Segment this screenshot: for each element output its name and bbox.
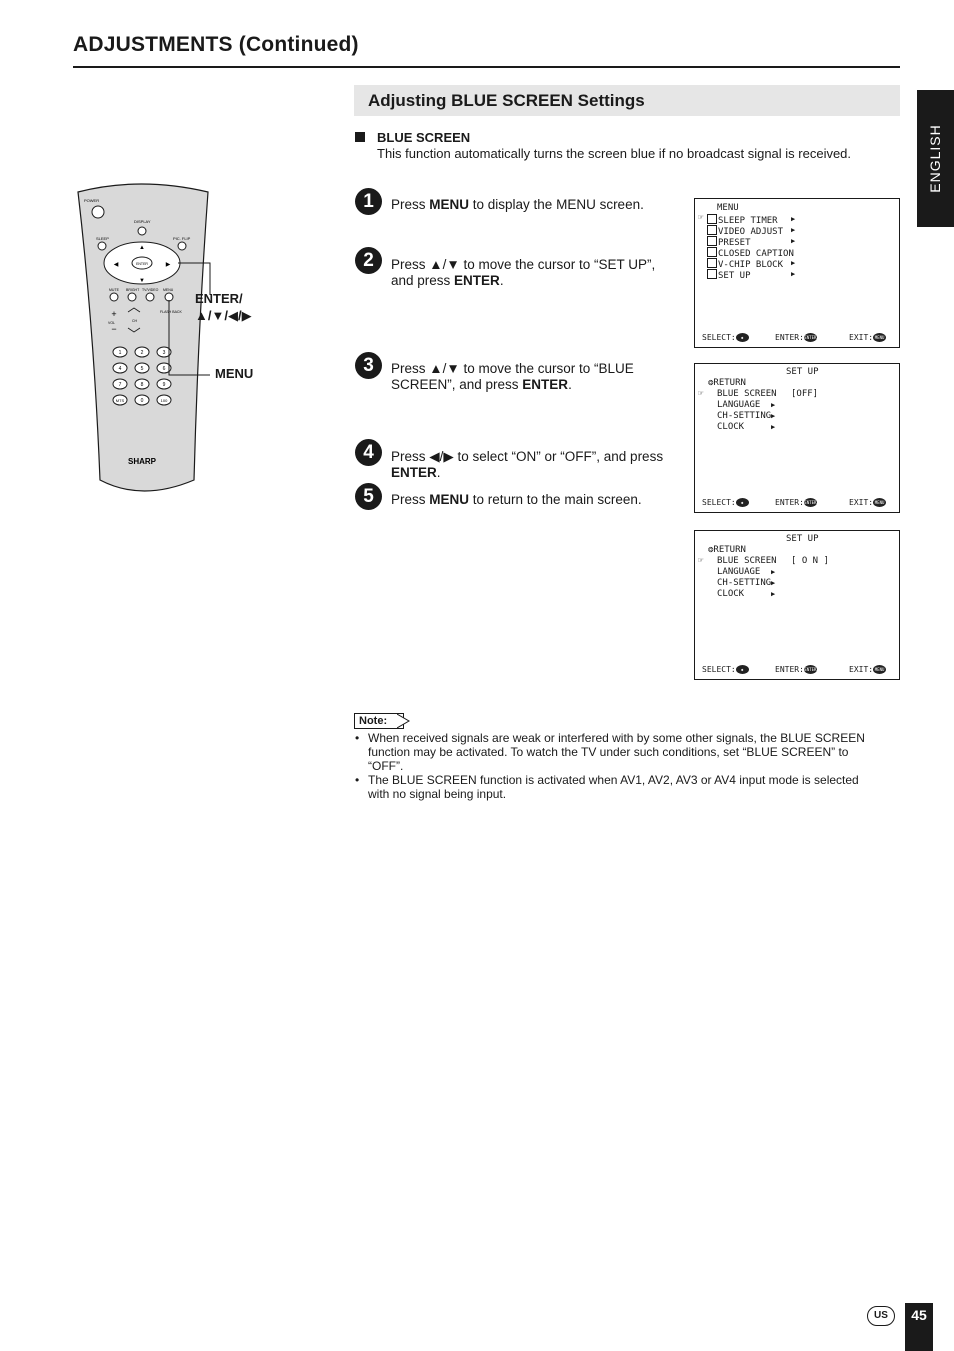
- osd-setup-item: BLUE SCREEN: [717, 389, 777, 399]
- flash-back-label: FLASH BACK: [160, 310, 182, 314]
- osd-setup-item: LANGUAGE: [717, 567, 761, 577]
- vol-label: VOL: [108, 321, 116, 325]
- step-text-2: Press ▲/▼ to move the cursor to “SET UP”, and press ENTER.: [391, 257, 656, 288]
- language-tab: [917, 90, 954, 227]
- osd-return-item: ❂RETURN: [708, 545, 746, 555]
- osd-arrow-icon: ▶: [771, 423, 776, 431]
- page-number: 45: [905, 1303, 933, 1351]
- osd-arrow-icon: ▶: [791, 270, 796, 278]
- step-text-3: Press ▲/▼ to move the cursor to “BLUE SCREEN”, and press ENTER.: [391, 361, 634, 392]
- osd-setup-item: CH-SETTING: [717, 411, 772, 421]
- osd-menu-item: SET UP: [707, 269, 751, 282]
- step-number-4: 4: [355, 439, 382, 466]
- osd-footer-select: SELECT: ◆: [702, 664, 749, 675]
- display-button: [138, 227, 146, 235]
- ch-label: CH: [132, 319, 138, 323]
- osd-menu-item: SLEEP TIMER: [707, 214, 778, 227]
- mute-label: MUTE: [109, 288, 119, 292]
- osd-footer-exit: EXIT: MENU: [849, 665, 885, 674]
- select-pad-icon: ◆: [736, 333, 749, 342]
- osd-setup-item: LANGUAGE: [717, 400, 761, 410]
- osd-pointer-icon: ☞: [698, 213, 704, 223]
- key-2: 2: [140, 350, 144, 356]
- callout-arrows-label: ▲/▼/◀/▶: [195, 308, 252, 323]
- osd-menu-item: VIDEO ADJUST: [707, 225, 783, 238]
- language-tab-label: ENGLISH: [927, 124, 943, 193]
- blue-screen-heading: BLUE SCREEN: [377, 130, 471, 145]
- sleep-timer-icon: [707, 214, 717, 224]
- osd-setup-value: [ O N ]: [791, 556, 829, 566]
- osd-arrow-icon: ▶: [791, 215, 796, 223]
- pic-flip-button: [178, 242, 186, 250]
- preset-icon: [707, 236, 717, 246]
- osd-setup-on-screen: [694, 530, 900, 680]
- set-up-icon: [707, 269, 717, 279]
- menu-button-icon: MENU: [874, 667, 885, 672]
- osd-menu-item: CLOSED CAPTION: [707, 247, 794, 260]
- note-arrow-icon: [397, 713, 411, 729]
- osd-setup-value: [OFF]: [791, 389, 819, 399]
- video-adjust-icon: [707, 225, 717, 235]
- enter-button-icon: ENTER: [804, 667, 817, 672]
- power-button: [92, 206, 104, 218]
- osd-menu-screen: [694, 198, 900, 348]
- key-9: 9: [162, 382, 166, 388]
- callout-menu-label: MENU: [215, 366, 254, 381]
- osd-footer-exit: EXIT: MENU: [849, 333, 885, 342]
- tv-video-label: TV/VIDEO: [142, 288, 159, 292]
- osd-footer-enter: ENTER:ENTER: [775, 333, 817, 342]
- sleep-label: SLEEP: [96, 236, 109, 241]
- pic-flip-label: PIC. FLIP: [173, 236, 191, 241]
- callout-enter-label: ENTER/: [195, 291, 243, 306]
- power-label: POWER: [84, 198, 100, 203]
- osd-setup-item: CLOCK: [717, 589, 745, 599]
- osd-footer-enter: ENTER:ENTER: [775, 665, 817, 674]
- osd-setup-title: SET UP: [786, 367, 819, 377]
- key-6: 6: [162, 366, 166, 372]
- osd-arrow-icon: ▶: [771, 590, 776, 598]
- note-bullet-icon: •: [355, 773, 360, 787]
- down-arrow-icon: ▼: [139, 278, 145, 284]
- select-pad-icon: ◆: [736, 498, 749, 507]
- enter-button-label: ENTER: [136, 262, 148, 266]
- osd-footer-select: SELECT: ◆: [702, 497, 749, 508]
- left-arrow-icon: ◀: [113, 262, 119, 268]
- key-7: 7: [118, 382, 122, 388]
- menu-remote-label: MENU: [163, 288, 174, 292]
- up-arrow-icon: ▲: [139, 245, 145, 251]
- osd-arrow-icon: ▶: [791, 226, 796, 234]
- key-1: 1: [118, 350, 122, 356]
- key-100: 100: [160, 398, 168, 403]
- page-title: ADJUSTMENTS (Continued): [73, 33, 359, 56]
- osd-menu-title: MENU: [717, 203, 739, 213]
- osd-arrow-icon: ▶: [771, 568, 776, 576]
- step-number-2: 2: [355, 247, 382, 274]
- step-text-5: Press MENU to return to the main screen.: [391, 492, 642, 507]
- enter-button-icon: ENTER: [804, 335, 817, 340]
- key-8: 8: [140, 382, 144, 388]
- key-3: 3: [162, 350, 166, 356]
- osd-arrow-icon: ▶: [791, 237, 796, 245]
- osd-pointer-icon: ☞: [698, 556, 704, 566]
- osd-arrow-icon: ▶: [771, 401, 776, 409]
- key-mts: MTS: [115, 398, 125, 403]
- note-bullet-icon: •: [355, 731, 360, 745]
- remote-brand-logo: SHARP: [127, 457, 157, 466]
- sleep-button: [98, 242, 106, 250]
- osd-setup-item: BLUE SCREEN: [717, 556, 777, 566]
- key-0: 0: [140, 398, 144, 404]
- step-number-1: 1: [355, 188, 382, 215]
- v-chip-icon: [707, 258, 717, 268]
- enter-button-icon: ENTER: [804, 500, 817, 505]
- osd-setup-item: CLOCK: [717, 422, 745, 432]
- osd-setup-off-screen: [694, 363, 900, 513]
- key-5: 5: [140, 366, 144, 372]
- title-divider: [73, 66, 900, 68]
- display-label: DISPLAY: [134, 219, 151, 224]
- bullet-square-icon: [355, 132, 365, 142]
- osd-setup-item: CH-SETTING: [717, 578, 772, 588]
- note-label: Note:: [354, 713, 404, 729]
- osd-arrow-icon: ▶: [771, 412, 776, 420]
- step-text-1: Press MENU to display the MENU screen.: [391, 197, 644, 212]
- select-pad-icon: ◆: [736, 665, 749, 674]
- region-badge: US: [867, 1306, 895, 1326]
- osd-setup-title: SET UP: [786, 534, 819, 544]
- osd-arrow-icon: ▶: [791, 259, 796, 267]
- step-number-5: 5: [355, 483, 382, 510]
- bright-label: BRIGHT: [126, 288, 140, 292]
- osd-return-item: ❂RETURN: [708, 378, 746, 388]
- right-arrow-icon: ▶: [165, 262, 171, 268]
- osd-footer-exit: EXIT: MENU: [849, 498, 885, 507]
- osd-arrow-icon: ▶: [771, 579, 776, 587]
- osd-menu-item: V-CHIP BLOCK: [707, 258, 783, 271]
- key-4: 4: [118, 366, 122, 372]
- blue-screen-description: This function automatically turns the screen blue if no broadcast signal is received.: [377, 146, 852, 161]
- closed-caption-icon: [707, 247, 717, 257]
- menu-button-icon: MENU: [874, 500, 885, 505]
- osd-footer-enter: ENTER:ENTER: [775, 498, 817, 507]
- osd-pointer-icon: ☞: [698, 389, 704, 399]
- return-icon: ❂: [708, 545, 714, 555]
- step-text-4: Press ◀/▶ to select “ON” or “OFF”, and press ENTER.: [391, 449, 664, 480]
- section-title: Adjusting BLUE SCREEN Settings: [368, 91, 645, 110]
- osd-footer-select: SELECT: ◆: [702, 332, 749, 343]
- step-number-3: 3: [355, 352, 382, 379]
- volume-plus-icon: +: [111, 309, 117, 319]
- volume-minus-icon: −: [111, 324, 117, 334]
- note-item-2: The BLUE SCREEN function is activated when AV1, AV2, AV3 or AV4 input mode is selected with no signal being input.: [368, 773, 859, 801]
- menu-button-icon: MENU: [874, 335, 885, 340]
- osd-menu-item: PRESET: [707, 236, 751, 249]
- note-item-1: When received signals are weak or interfered with by some other signals, the BLUE SCREEN function may be activated. To watch the TV under such conditions, set “BLUE SCREEN” to “OFF”.: [368, 731, 865, 773]
- return-icon: ❂: [708, 378, 714, 388]
